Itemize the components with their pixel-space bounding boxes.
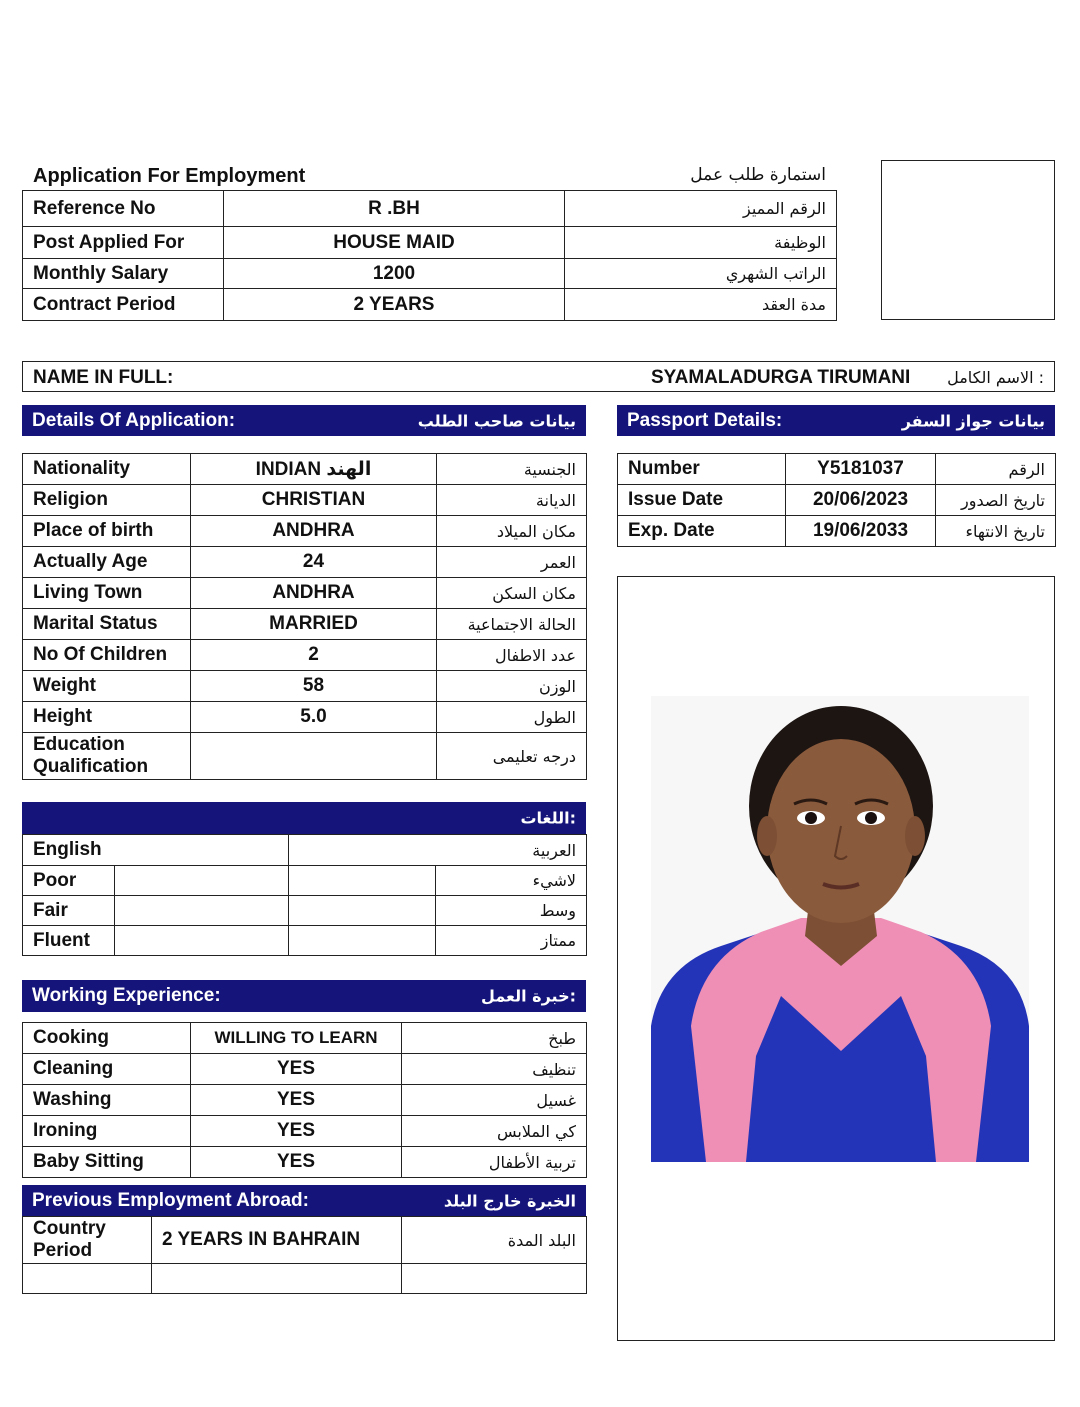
- passport-number-label-arabic: الرقم: [936, 454, 1056, 485]
- ironing-value: YES: [191, 1116, 402, 1147]
- table-row: [618, 516, 1056, 547]
- table-row: [23, 1217, 587, 1264]
- issue-date-value: 20/06/2023: [786, 485, 936, 516]
- table-row: [23, 1085, 587, 1116]
- birthplace-label: Place of birth: [23, 516, 191, 547]
- post-value: HOUSE MAID: [224, 227, 565, 259]
- table-row: [23, 733, 587, 780]
- birthplace-label-arabic: مكان الميلاد: [437, 516, 587, 547]
- name-row: [22, 361, 1055, 392]
- table-row: [23, 259, 837, 289]
- children-label: No Of Children: [23, 640, 191, 671]
- education-label-arabic: درجه تعليمى: [437, 733, 587, 780]
- religion-label-arabic: الديانة: [437, 485, 587, 516]
- previous-employment-title: Previous Employment Abroad:: [32, 1189, 309, 1211]
- table-row: [23, 1116, 587, 1147]
- fair-label: Fair: [23, 896, 115, 926]
- applicant-photo: [651, 696, 1029, 1162]
- religion-label: Religion: [23, 485, 191, 516]
- table-row: [23, 454, 587, 485]
- religion-value: CHRISTIAN: [191, 485, 437, 516]
- cooking-label: Cooking: [23, 1023, 191, 1054]
- living-town-label-arabic: مكان السكن: [437, 578, 587, 609]
- table-row: [23, 609, 587, 640]
- age-label-arabic: العمر: [437, 547, 587, 578]
- table-row: [23, 835, 587, 866]
- nationality-label-arabic: الجنسية: [437, 454, 587, 485]
- baby-sitting-label-arabic: تربية الأطفال: [402, 1147, 587, 1178]
- contract-value: 2 YEARS: [224, 289, 565, 321]
- passport-title-arabic: بيانات جواز السفر: [901, 411, 1045, 430]
- fluent-label-arabic: ممتاز: [436, 926, 587, 956]
- living-town-value: ANDHRA: [191, 578, 437, 609]
- issue-date-label-arabic: تاريخ الصدور: [936, 485, 1056, 516]
- marital-status-label-arabic: الحالة الاجتماعية: [437, 609, 587, 640]
- english-label: English: [23, 835, 289, 866]
- experience-header-bar: [22, 980, 586, 1012]
- contract-label: Contract Period: [23, 289, 224, 321]
- country-period-label-arabic: البلد المدة: [402, 1217, 587, 1264]
- height-value: 5.0: [191, 702, 437, 733]
- table-row: [23, 516, 587, 547]
- table-row: [23, 1054, 587, 1085]
- post-label-arabic: الوظيفة: [565, 227, 837, 259]
- name-label-arabic: الاسم الكامل :: [947, 368, 1044, 387]
- table-row: [23, 227, 837, 259]
- baby-sitting-value: YES: [191, 1147, 402, 1178]
- small-photo-box: [881, 160, 1055, 320]
- table-row: [23, 1147, 587, 1178]
- cleaning-value: YES: [191, 1054, 402, 1085]
- passport-number-value: Y5181037: [786, 454, 936, 485]
- birthplace-value: ANDHRA: [191, 516, 437, 547]
- education-label: Education Qualification: [23, 733, 191, 780]
- ironing-label: Ironing: [23, 1116, 191, 1147]
- cooking-label-arabic: طبخ: [402, 1023, 587, 1054]
- nationality-label: Nationality: [23, 454, 191, 485]
- nationality-value: INDIAN الهند: [191, 454, 437, 485]
- table-row: [23, 866, 587, 896]
- arabic-language-label: العربية: [289, 835, 587, 866]
- reference-label: Reference No: [23, 191, 224, 227]
- weight-label: Weight: [23, 671, 191, 702]
- languages-header-bar: [22, 802, 586, 834]
- issue-date-label: Issue Date: [618, 485, 786, 516]
- experience-table: [22, 1022, 587, 1178]
- reference-table: [22, 190, 837, 321]
- details-table: [22, 453, 587, 780]
- poor-label-arabic: لاشيء: [436, 866, 587, 896]
- weight-label-arabic: الوزن: [437, 671, 587, 702]
- table-row: [618, 485, 1056, 516]
- photo-frame: [617, 576, 1055, 1341]
- age-label: Actually Age: [23, 547, 191, 578]
- expiry-date-label-arabic: تاريخ الانتهاء: [936, 516, 1056, 547]
- living-town-label: Living Town: [23, 578, 191, 609]
- passport-title: Passport Details:: [627, 409, 783, 431]
- table-row: [23, 1023, 587, 1054]
- table-row: [23, 896, 587, 926]
- table-row: [23, 578, 587, 609]
- table-row: [23, 671, 587, 702]
- table-row: [23, 485, 587, 516]
- marital-status-label: Marital Status: [23, 609, 191, 640]
- languages-table: [22, 834, 587, 956]
- reference-value: R .BH: [224, 191, 565, 227]
- height-label-arabic: الطول: [437, 702, 587, 733]
- salary-value: 1200: [224, 259, 565, 289]
- previous-employment-header-bar: [22, 1185, 586, 1216]
- fair-label-arabic: وسط: [436, 896, 587, 926]
- cleaning-label: Cleaning: [23, 1054, 191, 1085]
- table-row: [618, 454, 1056, 485]
- full-name-value: SYAMALADURGA TIRUMANI: [651, 367, 911, 388]
- cooking-value: WILLING TO LEARN: [191, 1023, 402, 1054]
- education-value: [191, 733, 437, 780]
- ironing-label-arabic: كي الملابس: [402, 1116, 587, 1147]
- languages-title-arabic: اللغات:: [520, 808, 576, 828]
- fluent-label: Fluent: [23, 926, 115, 956]
- table-row: [23, 1264, 587, 1294]
- poor-label: Poor: [23, 866, 115, 896]
- country-period-label: Country Period: [23, 1217, 152, 1264]
- table-row: [23, 191, 837, 227]
- name-label: NAME IN FULL:: [33, 367, 174, 388]
- salary-label: Monthly Salary: [23, 259, 224, 289]
- details-header-bar: [22, 405, 586, 436]
- form-title-arabic: استمارة طلب عمل: [690, 165, 826, 185]
- details-title-arabic: بيانات صاحب الطلب: [417, 411, 576, 430]
- passport-number-label: Number: [618, 454, 786, 485]
- salary-label-arabic: الراتب الشهري: [565, 259, 837, 289]
- expiry-date-value: 19/06/2033: [786, 516, 936, 547]
- table-row: [23, 926, 587, 956]
- children-label-arabic: عدد الاطفال: [437, 640, 587, 671]
- marital-status-value: MARRIED: [191, 609, 437, 640]
- table-row: [23, 289, 837, 321]
- table-row: [23, 547, 587, 578]
- weight-value: 58: [191, 671, 437, 702]
- previous-employment-table: [22, 1216, 587, 1294]
- table-row: [23, 640, 587, 671]
- children-value: 2: [191, 640, 437, 671]
- contract-label-arabic: مدة العقد: [565, 289, 837, 321]
- height-label: Height: [23, 702, 191, 733]
- passport-header-bar: [617, 405, 1055, 436]
- passport-table: [617, 453, 1056, 547]
- cleaning-label-arabic: تنظيف: [402, 1054, 587, 1085]
- experience-title-arabic: خبرة العمل:: [481, 986, 576, 1006]
- baby-sitting-label: Baby Sitting: [23, 1147, 191, 1178]
- washing-value: YES: [191, 1085, 402, 1116]
- table-row: [23, 702, 587, 733]
- post-label: Post Applied For: [23, 227, 224, 259]
- washing-label: Washing: [23, 1085, 191, 1116]
- reference-label-arabic: الرقم المميز: [565, 191, 837, 227]
- age-value: 24: [191, 547, 437, 578]
- previous-employment-title-arabic: الخبرة خارج البلد: [443, 1191, 576, 1210]
- washing-label-arabic: غسيل: [402, 1085, 587, 1116]
- details-title: Details Of Application:: [32, 409, 236, 431]
- form-title: Application For Employment: [33, 165, 306, 187]
- country-period-value: 2 YEARS IN BAHRAIN: [152, 1217, 402, 1264]
- experience-title: Working Experience:: [32, 985, 221, 1006]
- expiry-date-label: Exp. Date: [618, 516, 786, 547]
